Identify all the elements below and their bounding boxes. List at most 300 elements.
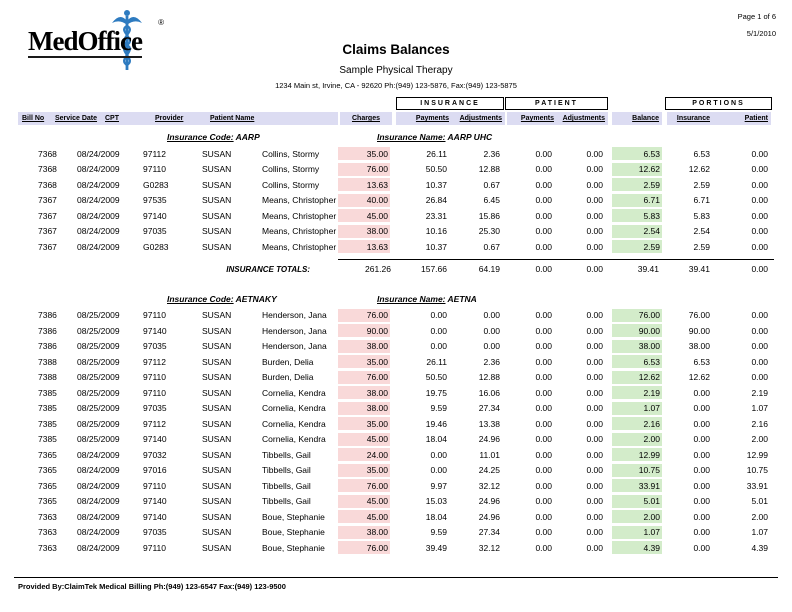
cell-portion-insurance: 0.00	[693, 434, 710, 445]
cell-patient-name: Collins, Stormy	[262, 164, 320, 175]
cell-balance: 10.75	[612, 464, 662, 477]
cell-balance: 90.00	[612, 324, 662, 337]
cell-service-date: 08/24/2009	[77, 542, 120, 553]
patient-subheader-strip	[507, 112, 608, 125]
cell-service-date: 08/25/2009	[77, 325, 120, 336]
cell-charges: 90.00	[338, 324, 394, 337]
page-number: Page 1 of 6	[737, 12, 776, 21]
cell-balance: 12.62	[612, 371, 662, 384]
table-row	[18, 239, 792, 255]
cell-service-date: 08/25/2009	[77, 310, 120, 321]
col-header-patient-adjustments: Adjustments	[562, 115, 605, 122]
cell-charges: 76.00	[338, 371, 394, 384]
cell-cpt: 97110	[143, 387, 167, 398]
cell-provider: SUSAN	[202, 434, 232, 445]
cell-patient-name: Henderson, Jana	[262, 341, 327, 352]
cell-patient-adjustments: 0.00	[586, 341, 603, 352]
total-insurance-adjustments: 64.19	[478, 264, 500, 274]
cell-insurance-adjustments: 24.96	[478, 511, 500, 522]
cell-insurance-payments: 19.75	[425, 387, 447, 398]
cell-insurance-payments: 0.00	[430, 449, 447, 460]
cell-cpt: 97110	[143, 164, 167, 175]
cell-insurance-payments: 0.00	[430, 341, 447, 352]
table-row	[18, 339, 792, 355]
cell-patient-payments: 0.00	[535, 449, 552, 460]
cell-provider: SUSAN	[202, 542, 232, 553]
cell-bill-no: 7388	[38, 356, 57, 367]
table-row	[18, 494, 792, 510]
section-header	[0, 291, 792, 308]
cell-patient-payments: 0.00	[535, 465, 552, 476]
cell-provider: SUSAN	[202, 195, 232, 206]
cell-patient-name: Tibbells, Gail	[262, 449, 311, 460]
cell-balance: 6.71	[612, 194, 662, 207]
cell-insurance-adjustments: 15.86	[478, 210, 500, 221]
cell-balance: 6.53	[612, 355, 662, 368]
cell-patient-adjustments: 0.00	[586, 418, 603, 429]
cell-charges: 76.00	[338, 163, 394, 176]
cell-provider: SUSAN	[202, 179, 232, 190]
cell-portion-patient: 1.07	[751, 403, 768, 414]
cell-patient-payments: 0.00	[535, 403, 552, 414]
table-row	[18, 401, 792, 417]
cell-service-date: 08/24/2009	[77, 449, 120, 460]
table-row	[18, 323, 792, 339]
cell-insurance-adjustments: 32.12	[478, 542, 500, 553]
cell-patient-payments: 0.00	[535, 195, 552, 206]
cell-bill-no: 7368	[38, 148, 57, 159]
insurance-name-label: Insurance Name:	[377, 132, 446, 142]
cell-insurance-payments: 50.50	[425, 164, 447, 175]
cell-insurance-payments: 9.59	[430, 403, 447, 414]
table-row	[18, 478, 792, 494]
cell-patient-adjustments: 0.00	[586, 387, 603, 398]
cell-insurance-payments: 18.04	[425, 511, 447, 522]
cell-provider: SUSAN	[202, 164, 232, 175]
cell-insurance-adjustments: 0.67	[483, 179, 500, 190]
cell-cpt: 97535	[143, 195, 167, 206]
cell-portion-insurance: 12.62	[688, 164, 710, 175]
col-header-charges: Charges	[340, 112, 392, 125]
cell-insurance-payments: 23.31	[425, 210, 447, 221]
table-row	[18, 463, 792, 479]
cell-service-date: 08/24/2009	[77, 496, 120, 507]
total-balance: 39.41	[637, 264, 659, 274]
cell-patient-name: Henderson, Jana	[262, 310, 327, 321]
cell-charges: 35.00	[338, 417, 394, 430]
table-row	[18, 385, 792, 401]
cell-patient-name: Henderson, Jana	[262, 325, 327, 336]
cell-patient-name: Cornelia, Kendra	[262, 387, 326, 398]
cell-charges: 40.00	[338, 194, 394, 207]
cell-insurance-adjustments: 12.88	[478, 164, 500, 175]
cell-provider: SUSAN	[202, 527, 232, 538]
rows-host	[0, 146, 792, 255]
cell-bill-no: 7363	[38, 527, 57, 538]
cell-cpt: 97110	[143, 542, 167, 553]
cell-bill-no: 7368	[38, 179, 57, 190]
cell-portion-patient: 2.19	[751, 387, 768, 398]
total-portion-patient: 0.00	[751, 264, 768, 274]
cell-charges: 45.00	[338, 495, 394, 508]
cell-insurance-payments: 9.59	[430, 527, 447, 538]
sections-host	[0, 129, 792, 556]
cell-service-date: 08/25/2009	[77, 356, 120, 367]
column-group-row	[396, 97, 792, 110]
cell-portion-patient: 10.75	[746, 465, 768, 476]
cell-patient-name: Burden, Delia	[262, 356, 314, 367]
cell-insurance-payments: 0.00	[430, 465, 447, 476]
cell-portion-insurance: 0.00	[693, 403, 710, 414]
cell-insurance-adjustments: 2.36	[483, 148, 500, 159]
cell-patient-name: Means, Christopher	[262, 226, 337, 237]
cell-provider: SUSAN	[202, 241, 232, 252]
cell-portion-insurance: 6.53	[693, 148, 710, 159]
cell-portion-patient: 0.00	[751, 210, 768, 221]
cell-patient-payments: 0.00	[535, 179, 552, 190]
cell-service-date: 08/25/2009	[77, 403, 120, 414]
cell-provider: SUSAN	[202, 496, 232, 507]
cell-charges: 38.00	[338, 526, 394, 539]
cell-cpt: 97140	[143, 434, 167, 445]
cell-provider: SUSAN	[202, 341, 232, 352]
cell-bill-no: 7363	[38, 511, 57, 522]
cell-service-date: 08/24/2009	[77, 480, 120, 491]
cell-patient-adjustments: 0.00	[586, 449, 603, 460]
cell-balance: 4.39	[612, 541, 662, 554]
report-footer: Provided By:ClaimTek Medical Billing Ph:(949) 123-6547 Fax:(949) 123-9500	[14, 577, 778, 591]
cell-insurance-payments: 10.37	[425, 179, 447, 190]
cell-insurance-adjustments: 0.00	[483, 341, 500, 352]
insurance-code-label: Insurance Code:	[167, 132, 234, 142]
cell-portion-insurance: 2.59	[693, 179, 710, 190]
cell-bill-no: 7385	[38, 434, 57, 445]
cell-insurance-payments: 39.49	[425, 542, 447, 553]
cell-patient-name: Tibbells, Gail	[262, 465, 311, 476]
cell-patient-name: Cornelia, Kendra	[262, 434, 326, 445]
cell-portion-patient: 2.00	[751, 511, 768, 522]
cell-patient-payments: 0.00	[535, 164, 552, 175]
cell-service-date: 08/25/2009	[77, 341, 120, 352]
cell-patient-name: Means, Christopher	[262, 241, 337, 252]
table-row	[18, 354, 792, 370]
cell-service-date: 08/25/2009	[77, 418, 120, 429]
cell-balance: 2.16	[612, 417, 662, 430]
cell-provider: SUSAN	[202, 511, 232, 522]
total-portion-insurance: 39.41	[688, 264, 710, 274]
cell-bill-no: 7368	[38, 164, 57, 175]
cell-insurance-payments: 10.37	[425, 241, 447, 252]
cell-insurance-adjustments: 2.36	[483, 356, 500, 367]
cell-balance: 1.07	[612, 526, 662, 539]
cell-cpt: 97112	[143, 148, 167, 159]
cell-balance: 2.19	[612, 386, 662, 399]
cell-provider: SUSAN	[202, 403, 232, 414]
cell-service-date: 08/24/2009	[77, 241, 120, 252]
cell-bill-no: 7365	[38, 449, 57, 460]
cell-provider: SUSAN	[202, 148, 232, 159]
group-header-insurance: INSURANCE	[396, 97, 504, 110]
cell-charges: 38.00	[338, 402, 394, 415]
cell-provider: SUSAN	[202, 372, 232, 383]
cell-insurance-payments: 0.00	[430, 310, 447, 321]
cell-cpt: 97112	[143, 356, 167, 367]
cell-cpt: 97140	[143, 496, 167, 507]
rows-host	[0, 308, 792, 556]
col-header-portion-patient: Patient	[744, 115, 768, 122]
cell-portion-patient: 0.00	[751, 341, 768, 352]
cell-cpt: 97110	[143, 372, 167, 383]
cell-insurance-payments: 10.16	[425, 226, 447, 237]
cell-patient-name: Means, Christopher	[262, 195, 337, 206]
cell-patient-payments: 0.00	[535, 387, 552, 398]
cell-portion-insurance: 38.00	[688, 341, 710, 352]
cell-balance: 5.01	[612, 495, 662, 508]
cell-charges: 76.00	[338, 309, 394, 322]
col-header-portion-insurance: Insurance	[676, 115, 710, 122]
cell-patient-adjustments: 0.00	[586, 403, 603, 414]
table-row	[18, 162, 792, 178]
report-title: Claims Balances	[342, 42, 450, 57]
cell-portion-patient: 0.00	[751, 179, 768, 190]
col-header-bill-no: Bill No	[22, 115, 45, 122]
cell-patient-name: Means, Christopher	[262, 210, 337, 221]
cell-service-date: 08/24/2009	[77, 148, 120, 159]
column-header-row	[18, 112, 792, 125]
insurance-name-label: Insurance Name:	[377, 293, 446, 304]
cell-portion-insurance: 0.00	[693, 387, 710, 398]
cell-patient-name: Burden, Delia	[262, 372, 314, 383]
cell-insurance-payments: 26.84	[425, 195, 447, 206]
cell-portion-patient: 0.00	[751, 226, 768, 237]
practice-address: 1234 Main st, Irvine, CA - 92620 Ph:(949) 123-5876, Fax:(949) 123-5875	[275, 81, 517, 90]
cell-bill-no: 7367	[38, 210, 57, 221]
cell-insurance-adjustments: 16.06	[478, 387, 500, 398]
cell-service-date: 08/24/2009	[77, 511, 120, 522]
cell-portion-insurance: 5.83	[693, 210, 710, 221]
totals-label: INSURANCE TOTALS:	[226, 264, 310, 274]
cell-insurance-payments: 26.11	[426, 148, 447, 159]
cell-cpt: 97110	[143, 480, 167, 491]
cell-patient-payments: 0.00	[535, 542, 552, 553]
col-header-balance: Balance	[612, 112, 662, 125]
cell-charges: 35.00	[338, 464, 394, 477]
cell-patient-adjustments: 0.00	[586, 356, 603, 367]
cell-insurance-adjustments: 6.45	[483, 195, 500, 206]
cell-provider: SUSAN	[202, 226, 232, 237]
practice-name: Sample Physical Therapy	[339, 65, 453, 76]
cell-cpt: 97112	[143, 418, 167, 429]
insurance-totals	[0, 259, 792, 279]
table-row	[18, 432, 792, 448]
cell-service-date: 08/25/2009	[77, 387, 120, 398]
cell-service-date: 08/24/2009	[77, 164, 120, 175]
cell-balance: 2.00	[612, 433, 662, 446]
cell-service-date: 08/24/2009	[77, 210, 120, 221]
cell-portion-patient: 0.00	[751, 356, 768, 367]
cell-bill-no: 7365	[38, 480, 57, 491]
cell-cpt: 97140	[143, 210, 167, 221]
cell-cpt: 97035	[143, 527, 167, 538]
cell-charges: 35.00	[338, 147, 394, 160]
cell-portion-insurance: 0.00	[693, 465, 710, 476]
cell-provider: SUSAN	[202, 418, 232, 429]
insurance-name-value: AARP UHC	[447, 132, 493, 142]
cell-patient-adjustments: 0.00	[586, 465, 603, 476]
cell-portion-insurance: 0.00	[693, 527, 710, 538]
cell-patient-name: Collins, Stormy	[262, 179, 320, 190]
cell-patient-adjustments: 0.00	[586, 148, 603, 159]
cell-bill-no: 7386	[38, 310, 57, 321]
table-row	[18, 208, 792, 224]
table-row	[18, 540, 792, 556]
table-row	[18, 193, 792, 209]
cell-insurance-adjustments: 24.96	[478, 434, 500, 445]
cell-service-date: 08/25/2009	[77, 372, 120, 383]
cell-balance: 12.99	[612, 448, 662, 461]
total-patient-payments: 0.00	[535, 264, 552, 274]
cell-bill-no: 7367	[38, 226, 57, 237]
cell-cpt: 97140	[143, 325, 167, 336]
cell-charges: 24.00	[338, 448, 394, 461]
cell-patient-name: Cornelia, Kendra	[262, 403, 326, 414]
cell-portion-patient: 0.00	[751, 325, 768, 336]
cell-patient-adjustments: 0.00	[586, 226, 603, 237]
cell-portion-insurance: 0.00	[693, 449, 710, 460]
cell-service-date: 08/24/2009	[77, 179, 120, 190]
cell-balance: 38.00	[612, 340, 662, 353]
cell-patient-payments: 0.00	[535, 511, 552, 522]
table-row	[18, 370, 792, 386]
cell-patient-payments: 0.00	[535, 310, 552, 321]
cell-patient-name: Tibbells, Gail	[262, 480, 311, 491]
cell-charges: 38.00	[338, 386, 394, 399]
cell-service-date: 08/24/2009	[77, 226, 120, 237]
cell-bill-no: 7385	[38, 387, 57, 398]
col-header-provider: Provider	[155, 115, 184, 122]
cell-bill-no: 7386	[38, 341, 57, 352]
cell-cpt: 97035	[143, 341, 167, 352]
cell-insurance-payments: 50.50	[425, 372, 447, 383]
cell-patient-adjustments: 0.00	[586, 527, 603, 538]
cell-bill-no: 7363	[38, 542, 57, 553]
cell-insurance-adjustments: 27.34	[478, 403, 500, 414]
cell-balance: 1.07	[612, 402, 662, 415]
cell-bill-no: 7365	[38, 465, 57, 476]
cell-patient-payments: 0.00	[535, 241, 552, 252]
col-header-patient-payments: Payments	[520, 115, 554, 122]
cell-cpt: 97110	[143, 310, 167, 321]
cell-cpt: 97140	[143, 511, 167, 522]
cell-cpt: 97032	[143, 449, 167, 460]
cell-cpt: 97035	[143, 226, 167, 237]
cell-patient-payments: 0.00	[535, 418, 552, 429]
cell-bill-no: 7388	[38, 372, 57, 383]
cell-service-date: 08/25/2009	[77, 434, 120, 445]
cell-cpt: 97035	[143, 403, 167, 414]
medoffice-logo	[28, 14, 164, 70]
cell-provider: SUSAN	[202, 210, 232, 221]
total-charges: 261.26	[365, 264, 391, 274]
col-header-insurance-payments: Payments	[415, 115, 449, 122]
cell-patient-payments: 0.00	[535, 341, 552, 352]
cell-portion-insurance: 76.00	[688, 310, 710, 321]
cell-insurance-adjustments: 12.88	[478, 372, 500, 383]
insurance-section	[0, 291, 792, 556]
cell-charges: 38.00	[338, 225, 394, 238]
table-row	[18, 308, 792, 324]
table-row	[18, 224, 792, 240]
cell-patient-adjustments: 0.00	[586, 195, 603, 206]
cell-insurance-adjustments: 27.34	[478, 527, 500, 538]
cell-insurance-payments: 15.03	[425, 496, 447, 507]
table-row	[18, 447, 792, 463]
cell-provider: SUSAN	[202, 480, 232, 491]
cell-service-date: 08/24/2009	[77, 465, 120, 476]
cell-charges: 76.00	[338, 479, 394, 492]
cell-insurance-adjustments: 32.12	[478, 480, 500, 491]
cell-charges: 76.00	[338, 541, 394, 554]
cell-patient-payments: 0.00	[535, 148, 552, 159]
cell-patient-adjustments: 0.00	[586, 164, 603, 175]
cell-portion-insurance: 6.53	[693, 356, 710, 367]
col-header-service-date: Service Date	[55, 115, 98, 122]
cell-cpt: G0283	[143, 241, 169, 252]
cell-provider: SUSAN	[202, 356, 232, 367]
group-header-portions: PORTIONS	[665, 97, 772, 110]
cell-insurance-payments: 19.46	[425, 418, 447, 429]
cell-patient-name: Cornelia, Kendra	[262, 418, 326, 429]
cell-insurance-adjustments: 11.01	[479, 449, 500, 460]
table-row	[18, 146, 792, 162]
cell-insurance-payments: 18.04	[425, 434, 447, 445]
cell-charges: 45.00	[338, 209, 394, 222]
insurance-code-value: AARP	[235, 132, 260, 142]
cell-bill-no: 7385	[38, 418, 57, 429]
cell-portion-insurance: 0.00	[693, 511, 710, 522]
insurance-code-value: AETNAKY	[235, 293, 277, 304]
cell-patient-adjustments: 0.00	[586, 241, 603, 252]
cell-portion-patient: 0.00	[751, 148, 768, 159]
cell-balance: 2.54	[612, 225, 662, 238]
cell-balance: 2.00	[612, 510, 662, 523]
cell-patient-payments: 0.00	[535, 226, 552, 237]
cell-patient-adjustments: 0.00	[586, 480, 603, 491]
cell-balance: 33.91	[612, 479, 662, 492]
cell-balance: 2.59	[612, 178, 662, 191]
cell-balance: 12.62	[612, 163, 662, 176]
cell-portion-insurance: 0.00	[693, 480, 710, 491]
table-row	[18, 416, 792, 432]
cell-patient-adjustments: 0.00	[586, 542, 603, 553]
cell-provider: SUSAN	[202, 310, 232, 321]
cell-patient-name: Tibbells, Gail	[262, 496, 311, 507]
table-row	[18, 509, 792, 525]
total-insurance-payments: 157.66	[421, 264, 447, 274]
cell-patient-payments: 0.00	[535, 210, 552, 221]
cell-charges: 35.00	[338, 355, 394, 368]
insurance-section	[0, 129, 792, 279]
cell-balance: 5.83	[612, 209, 662, 222]
cell-bill-no: 7367	[38, 241, 57, 252]
col-header-insurance-adjustments: Adjustments	[459, 115, 502, 122]
cell-patient-name: Boue, Stephanie	[262, 511, 325, 522]
cell-patient-payments: 0.00	[535, 480, 552, 491]
cell-portion-patient: 4.39	[751, 542, 768, 553]
claims-table	[0, 97, 792, 556]
cell-patient-payments: 0.00	[535, 356, 552, 367]
cell-portion-patient: 1.07	[751, 527, 768, 538]
